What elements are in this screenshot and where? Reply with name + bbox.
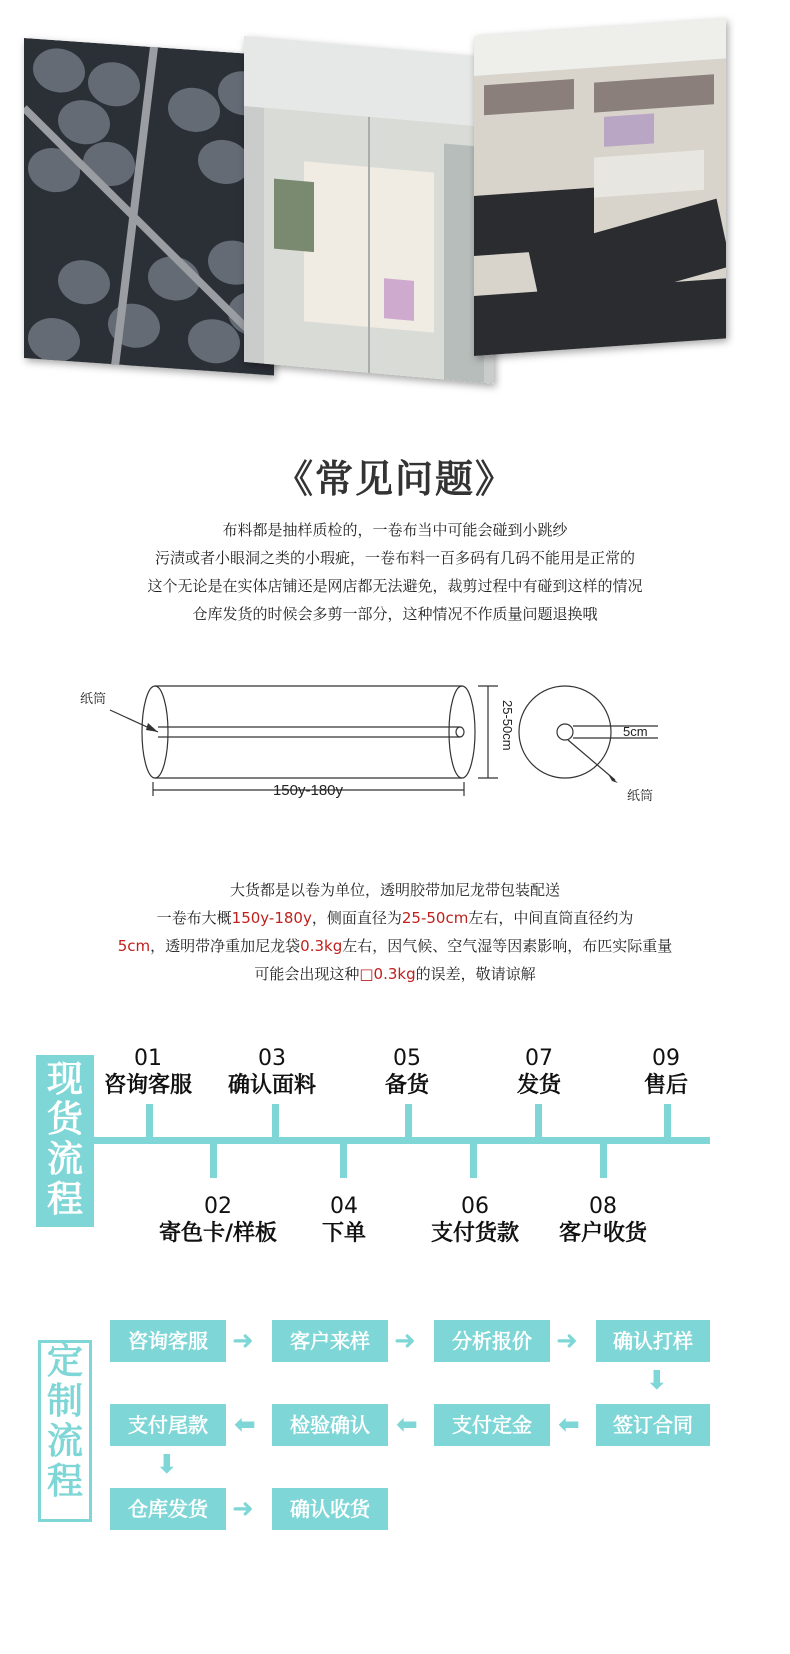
stock-step-04 [284, 1194, 404, 1248]
custom-step-sample: 客户来样 [272, 1320, 388, 1362]
faq-line: 布料都是抽样质检的，一卷布当中可能会碰到小跳纱 [222, 521, 568, 539]
weight-tolerance-value: □0.3kg [359, 965, 416, 983]
step-label: 备货 [384, 1073, 429, 1098]
stock-step-05 [347, 1046, 467, 1100]
arrow-left-icon: ⬅ [558, 1410, 580, 1440]
custom-step-receive: 确认收货 [272, 1488, 388, 1530]
shipping-text [0, 876, 790, 988]
custom-step-quote: 分析报价 [434, 1320, 550, 1362]
step-label: 咨询客服 [103, 1073, 192, 1098]
step-label: 寄色卡/样板 [158, 1221, 278, 1246]
arrow-right-icon: ➜ [232, 1494, 254, 1524]
shipping-line-4: 可能会出现这种□0.3kg的误差，敬请谅解 [254, 965, 536, 983]
timeline-tick [146, 1104, 153, 1140]
custom-step-consult: 咨询客服 [110, 1320, 226, 1362]
step-number: 09 [652, 1046, 680, 1071]
custom-process-title [38, 1342, 92, 1502]
custom-process-title-text: 定制流程 [46, 1341, 83, 1502]
warehouse-photo [474, 18, 726, 356]
faq-text [0, 516, 790, 628]
step-number: 03 [258, 1046, 286, 1071]
timeline-line [94, 1137, 710, 1144]
faq-line: 这个无论是在实体店铺还是网店都无法避免，裁剪过程中有碰到这样的情况 [147, 577, 643, 595]
length-label: 150y-180y [272, 782, 344, 799]
step-label: 售后 [643, 1073, 688, 1098]
timeline-tick [272, 1104, 279, 1140]
store-front-photo [244, 36, 494, 384]
stock-step-02 [143, 1194, 293, 1248]
timeline-tick [535, 1104, 542, 1140]
shipping-line-1: 大货都是以卷为单位，透明胶带加尼龙带包装配送 [229, 881, 560, 899]
stock-step-09 [606, 1046, 726, 1100]
stock-step-06 [415, 1194, 535, 1248]
faq-line: 仓库发货的时候会多剪一部分，这种情况不作质量问题退换哦 [192, 605, 598, 623]
custom-step-balance: 支付尾款 [110, 1404, 226, 1446]
timeline-tick [600, 1142, 607, 1178]
step-label: 下单 [321, 1221, 366, 1246]
stock-step-08 [543, 1194, 663, 1248]
tube-label-right: 纸筒 [627, 788, 654, 803]
custom-step-proof: 确认打样 [596, 1320, 710, 1362]
timeline-tick [405, 1104, 412, 1140]
packaging-weight-value: 0.3kg [300, 937, 343, 955]
arrow-right-icon: ➜ [394, 1326, 416, 1356]
stock-step-01 [88, 1046, 208, 1100]
custom-step-ship: 仓库发货 [110, 1488, 226, 1530]
core-label: 5cm [623, 724, 648, 739]
step-label: 客户收货 [558, 1221, 647, 1246]
step-label: 确认面料 [227, 1073, 316, 1098]
shipping-line-3: 5cm，透明带净重加尼龙袋0.3kg左右，因气候、空气湿等因素影响，布匹实际重量 [117, 937, 673, 955]
tube-label-left: 纸筒 [80, 691, 107, 706]
step-number: 07 [525, 1046, 553, 1071]
arrow-down-icon: ⬇ [646, 1366, 668, 1396]
timeline-tick [210, 1142, 217, 1178]
stock-process-title-text: 现货流程 [46, 1059, 83, 1220]
stock-step-03 [212, 1046, 332, 1100]
arrow-down-icon: ⬇ [156, 1450, 178, 1480]
step-number: 05 [393, 1046, 421, 1071]
step-number: 04 [330, 1194, 358, 1219]
custom-step-inspect: 检验确认 [272, 1404, 388, 1446]
stock-process-title [36, 1060, 94, 1220]
arrow-left-icon: ⬅ [396, 1410, 418, 1440]
diameter-label: 25-50cm [500, 700, 515, 751]
roll-length-value: 150y-180y [231, 909, 312, 927]
core-diameter-value: 5cm [117, 937, 151, 955]
stock-step-07 [479, 1046, 599, 1100]
fabric-rolls-photo [24, 38, 274, 375]
timeline-tick [664, 1104, 671, 1140]
timeline-tick [470, 1142, 477, 1178]
faq-line: 污渍或者小眼洞之类的小瑕疵，一卷布料一百多码有几码不能用是正常的 [154, 549, 635, 567]
arrow-right-icon: ➜ [556, 1326, 578, 1356]
roll-diameter-value: 25-50cm [401, 909, 469, 927]
custom-step-deposit: 支付定金 [434, 1404, 550, 1446]
step-label: 支付货款 [430, 1221, 519, 1246]
faq-title: 《常见问题》 [274, 457, 515, 501]
step-number: 08 [589, 1194, 617, 1219]
arrow-right-icon: ➜ [232, 1326, 254, 1356]
timeline-tick [340, 1142, 347, 1178]
custom-step-contract: 签订合同 [596, 1404, 710, 1446]
step-number: 02 [204, 1194, 232, 1219]
shipping-line-2: 一卷布大概150y-180y，侧面直径为25-50cm左右，中间直筒直径约为 [156, 909, 634, 927]
fabric-roll-diagram [60, 670, 740, 820]
step-number: 06 [461, 1194, 489, 1219]
step-label: 发货 [516, 1073, 561, 1098]
arrow-left-icon: ⬅ [234, 1410, 256, 1440]
step-number: 01 [134, 1046, 162, 1071]
